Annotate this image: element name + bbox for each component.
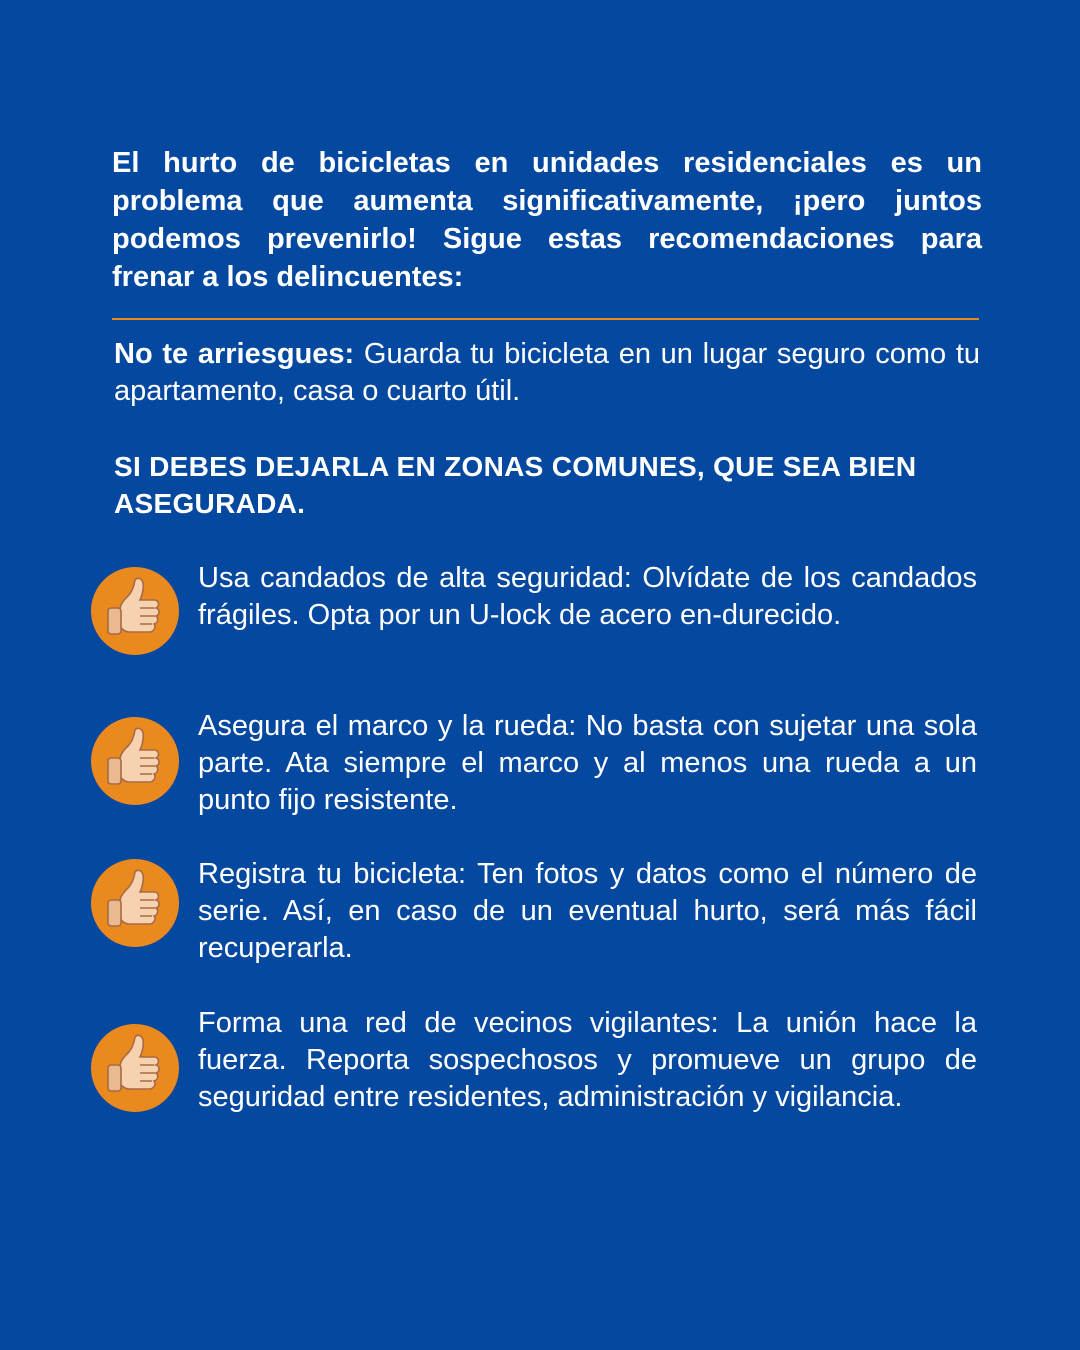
safe-storage-tip <box>114 336 980 410</box>
tip-item <box>90 1005 980 1175</box>
tip-item <box>90 560 980 720</box>
safe-storage-text: Guarda tu bicicleta en un lugar seguro como tu apartamento, casa o cuarto útil. <box>114 338 981 407</box>
tip-text: Usa candados de alta seguridad: Olvídate de los candados frágiles. Opta por un U-lock de acero en-durecido. <box>198 562 977 631</box>
tip-text: Asegura el marco y la rueda: No basta con sujetar una sola parte. Ata siempre el marco y al menos una rueda a un punto fijo resistente. <box>198 710 977 816</box>
tip-item <box>90 856 980 1016</box>
thumbs-up-icon <box>90 566 180 656</box>
tip-text: Forma una red de vecinos vigilantes: La unión hace la fuerza. Reporta sospechosos y promueve un grupo de seguridad entre residentes, administración y vigilancia. <box>198 1007 977 1113</box>
tip-item <box>90 708 980 868</box>
intro-paragraph: El hurto de bicicletas en unidades residenciales es un problema que aumenta significativamente, ¡pero juntos podemos prevenirlo! Sigue estas recomendaciones para frenar a los delincuentes: <box>112 147 982 293</box>
thumbs-up-icon <box>90 1023 180 1113</box>
thumbs-up-icon <box>90 858 180 948</box>
safe-storage-lead: No te arriesgues: <box>114 338 355 370</box>
thumbs-up-icon <box>90 716 180 806</box>
tip-text: Registra tu bicicleta: Ten fotos y datos como el número de serie. Así, en caso de un eventual hurto, será más fácil recuperarla. <box>198 858 977 964</box>
divider <box>112 318 979 320</box>
common-areas-notice: SI DEBES DEJARLA EN ZONAS COMUNES, QUE SEA BIEN ASEGURADA. <box>114 451 917 519</box>
